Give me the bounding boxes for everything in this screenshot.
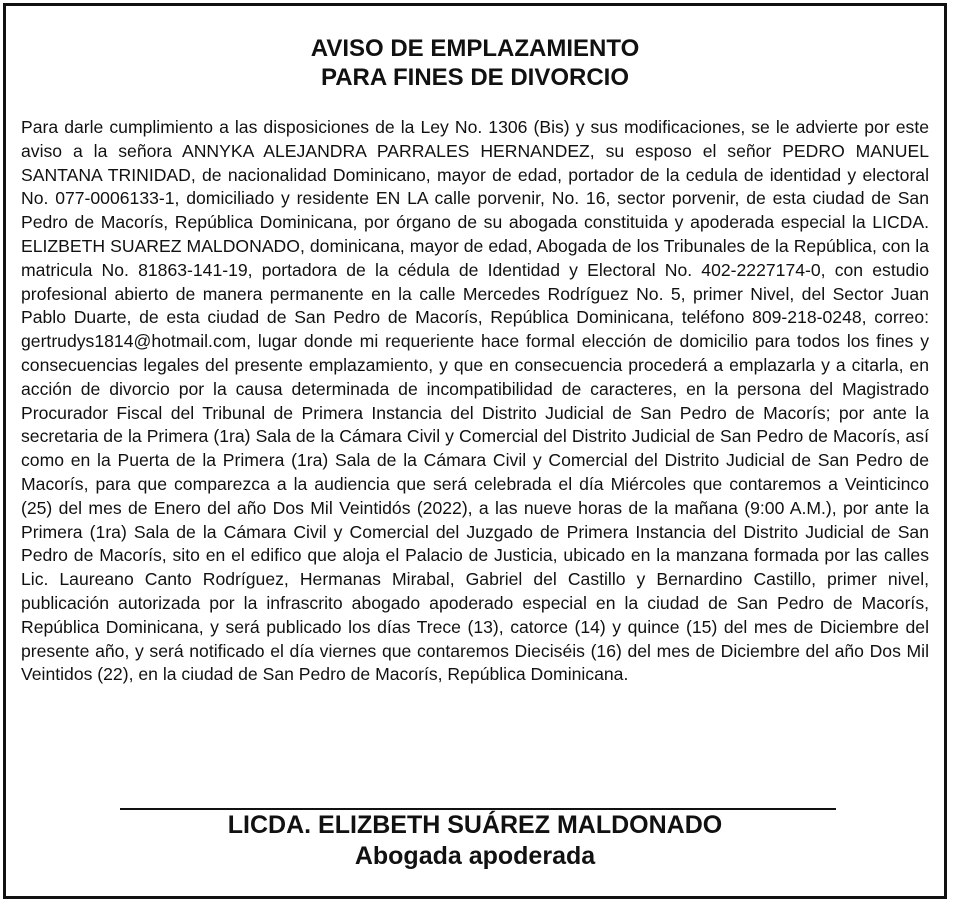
signature-role: Abogada apoderada [354, 842, 596, 870]
notice-body: Para darle cumplimiento a las disposiciones de la Ley No. 1306 (Bis) y sus modificaciones, se le advierte por este aviso a la señora ANNYKA ALEJANDRA PARRALES HERNANDEZ, su esposo el señor PEDRO MANUEL SANTANA TRINIDAD, de nacionalidad Dominicano, mayor de edad, portador de la cedula de identidad y electoral No. 077-0006133-1, domiciliado y residente EN LA calle porvenir, No. 16, sector porvenir, de esta ciudad de San Pedro de Macorís, República Dominicana, por órgano de su abogada constituida y apoderada especial la LICDA. ELIZBETH SUAREZ MALDONADO, dominicana, mayor de edad, Abogada de los Tribunales de la República, con la matricula No. 81863-141-19, portadora de la cédula de Identidad y Electoral No. 402-2227174-0, con estudio profesional abierto de manera permanente en la calle Mercedes Rodríguez No. 5, primer Nivel, del Sector Juan Pablo Duarte, de esta ciudad de San Pedro de Macorís, República Dominicana, teléfono 809-218-0248, correo: gertrudys1814@hotmail.com, lugar donde mi requeriente hace formal elección de domicilio para todos los fines y consecuencias legales del presente emplazamiento, y que en consecuencia procederá a emplazarla y a citarla, en acción de divorcio por la causa determinada de incompatibilidad de caracteres, en la persona del Magistrado Procurador Fiscal del Tribunal de Primera Instancia del Distrito Judicial de San Pedro de Macorís; por ante la secretaria de la Primera (1ra) Sala de la Cámara Civil y Comercial del Distrito Judicial de San Pedro de Macorís, así como en la Puerta de la Primera (1ra) Sala de la Cámara Civil y Comercial del Distrito Judicial de San Pedro de Macorís, para que comparezca a la audiencia que será celebrada el día Miércoles que contaremos a Veinticinco (25) del mes de Enero del año Dos Mil Veintidós (2022), a las nueve horas de la mañana (9:00 A.M.), por ante la Primera (1ra) Sala de la Cámara Civil y Comercial del Juzgado de Primera Instancia del Distrito Judicial de San Pedro de Macorís, sito en el edifico que aloja el Palacio de Justicia, ubicado en la manzana formada por las calles Lic. Laureano Canto Rodríguez, Hermanas Mirabal, Gabriel del Castillo y Bernardino Castillo, primer nivel, publicación autorizada por la infrascrito abogado apoderado especial en la ciudad de San Pedro de Macorís, República Dominicana, y será publicado los días Trece (13), catorce (14) y quince (15) del mes de Diciembre del presente año, y será notificado el día viernes que contaremos Dieciséis (16) del mes de Diciembre del año Dos Mil Veintidos (22), en la ciudad de San Pedro de Macorís, República Dominicana. [21, 117, 929, 685]
title-line-1: AVISO DE EMPLAZAMIENTO [310, 35, 640, 62]
notice-title [6, 34, 944, 92]
title-line-2: PARA FINES DE DIVORCIO [320, 64, 630, 91]
legal-notice [3, 3, 947, 899]
signature-block [6, 810, 944, 872]
signature-name: LICDA. ELIZBETH SUÁREZ MALDONADO [227, 811, 723, 839]
